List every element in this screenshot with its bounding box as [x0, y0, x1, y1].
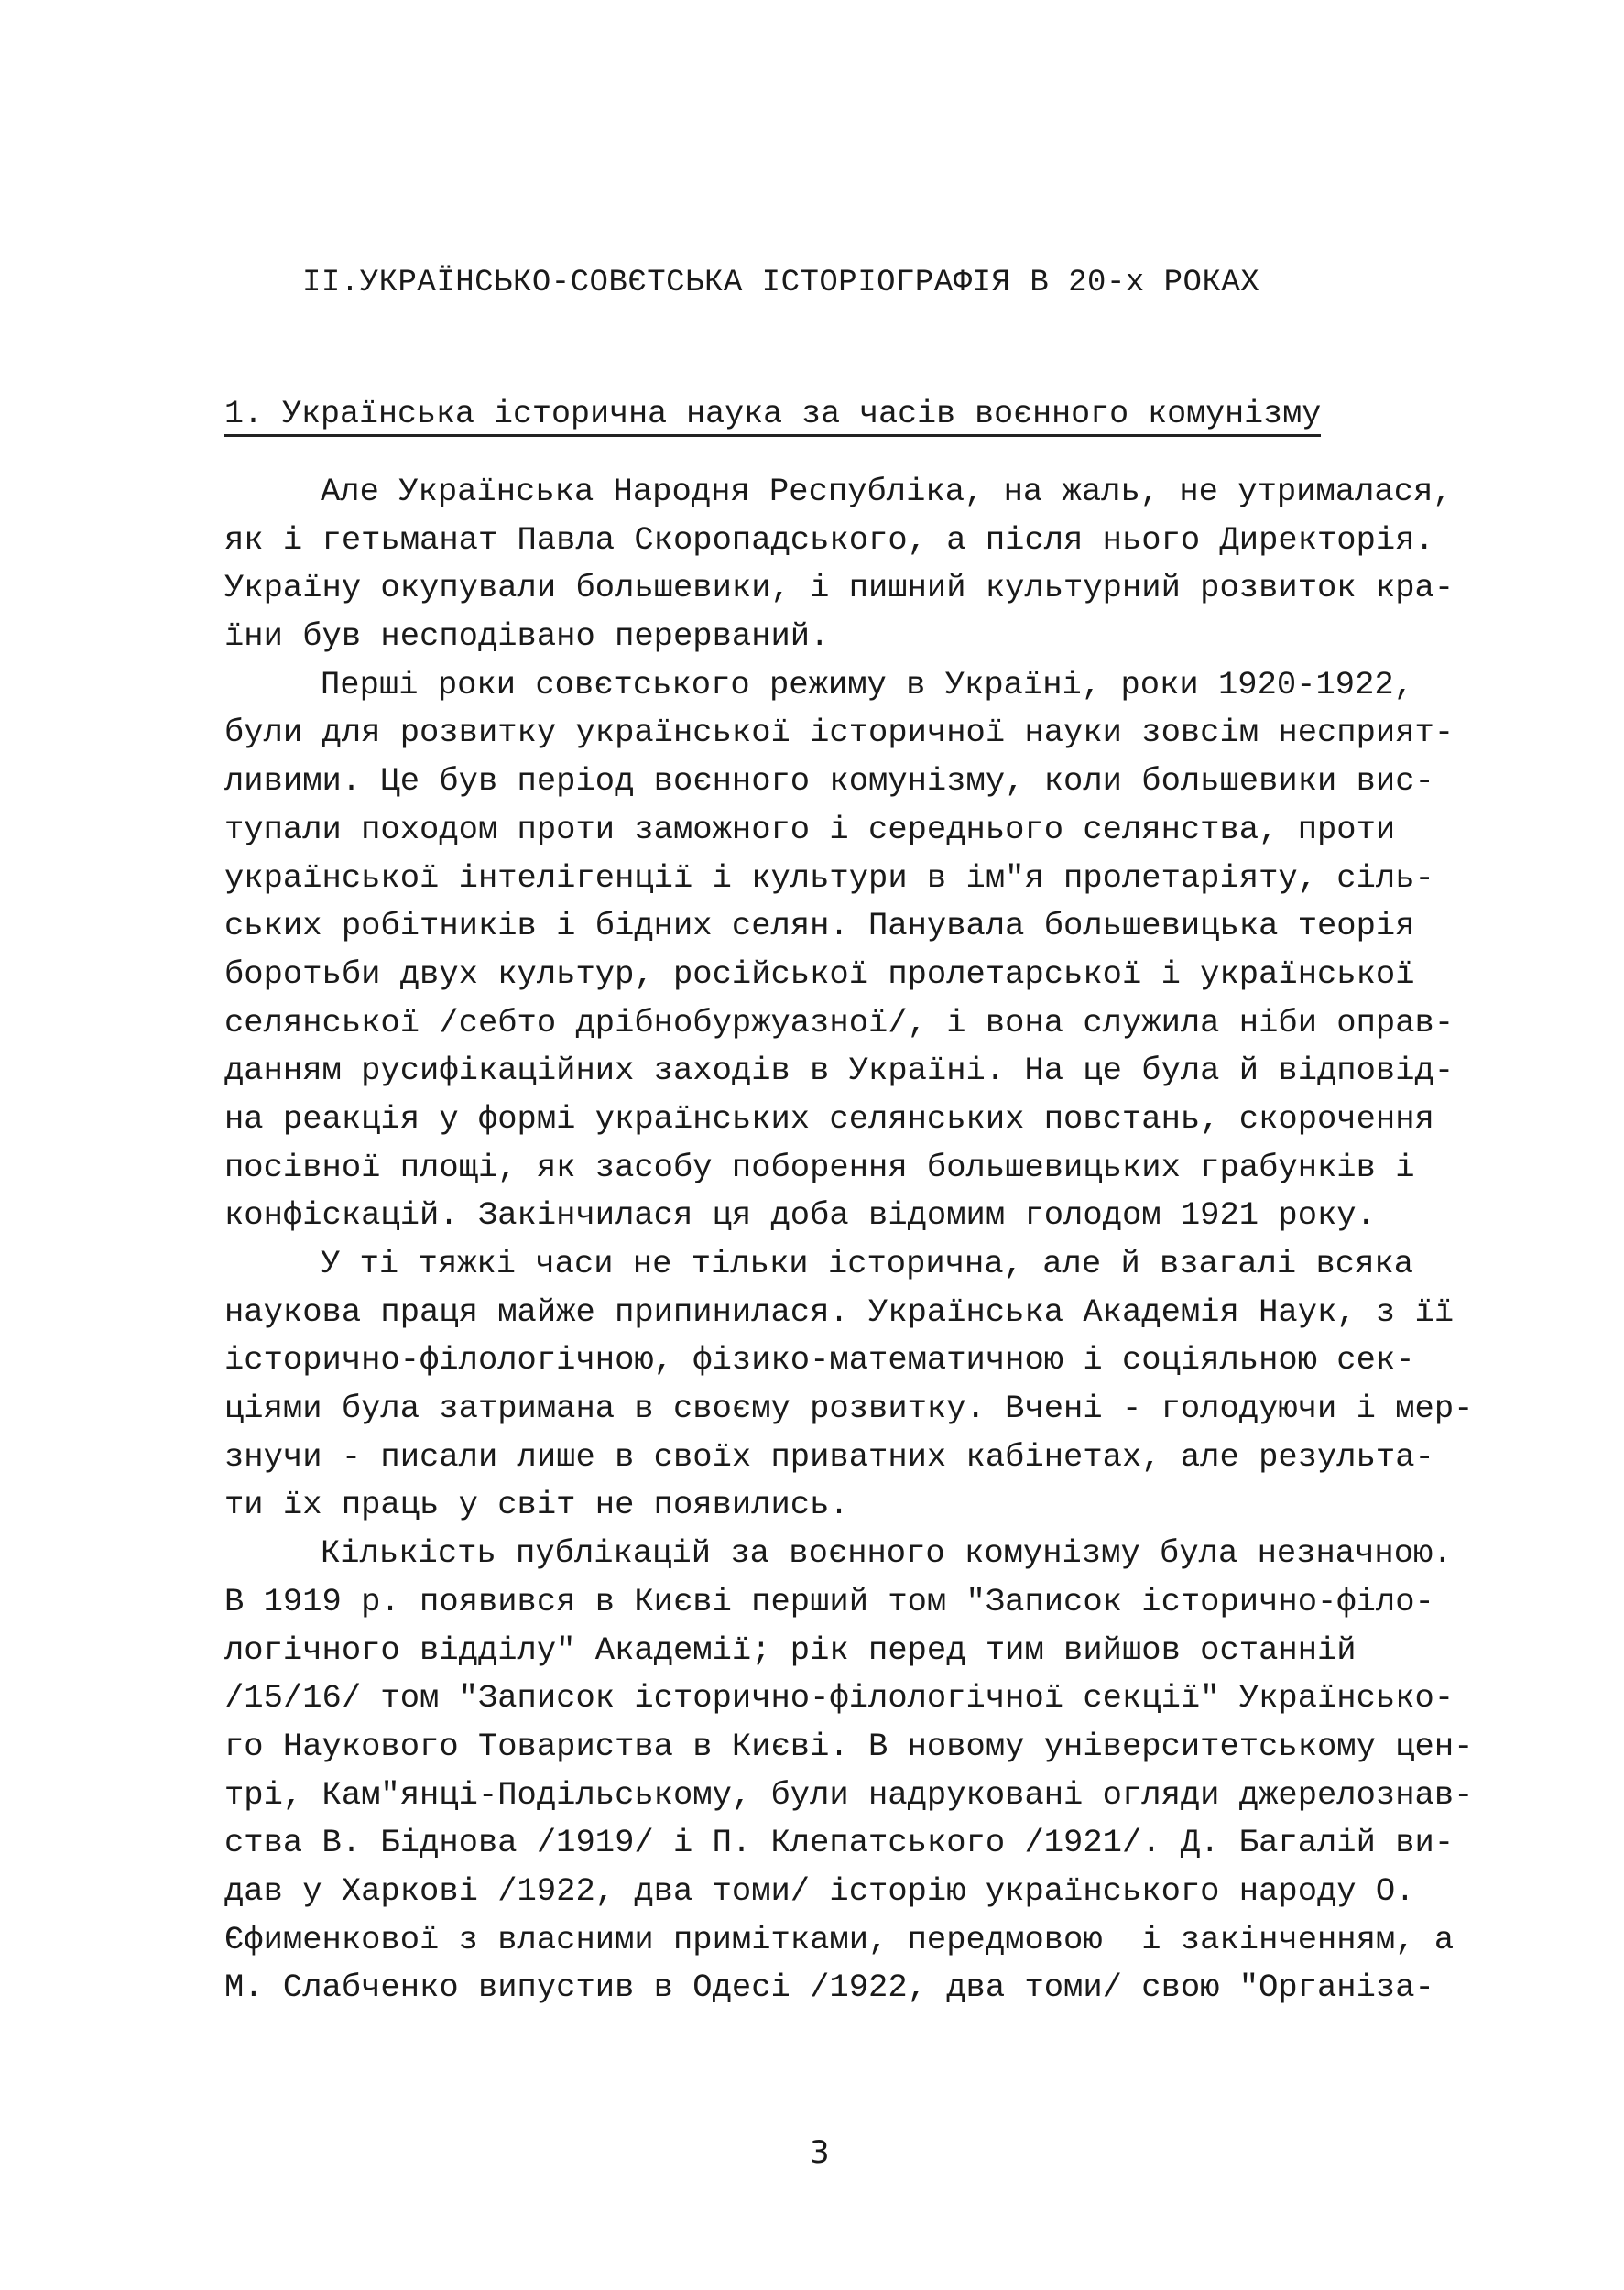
paragraph-3-line: ціями була затримана в своєму розвитку. Вчені - голодуючи і мер- — [224, 1390, 1474, 1428]
paragraph-2-line: посівної площі, як засобу поборення большевицьких грабунків і — [224, 1148, 1415, 1186]
paragraph-2-line: тупали походом проти заможного і середнього селянства, проти — [224, 810, 1396, 848]
paragraph-1-line: їни був несподівано перерваний. — [224, 617, 830, 656]
paragraph-2-line: данням русифікаційних заходів в Україні. На це була й відповід- — [224, 1052, 1455, 1090]
paragraph-2-line: Перші роки совєтського режиму в Україні, роки 1920-1922, — [321, 665, 1413, 703]
paragraph-4-line: М. Слабченко випустив в Одесі /1922, два томи/ свою "Організа- — [224, 1968, 1434, 2007]
paragraph-4-line: го Наукового Товариства в Києві. В новому університетському цен- — [224, 1727, 1474, 1765]
chapter-title: II.УКРАЇНСЬКО-СОВЄТСЬКА ІСТОРІОГРАФІЯ В 20-х РОКАХ — [302, 266, 1260, 300]
paragraph-4-line: Кількість публікацій за воєнного комунізму була незначною. — [321, 1534, 1453, 1573]
paragraph-2-line: української інтелігенції і культури в ім"я пролетаріяту, сіль- — [224, 858, 1434, 897]
paragraph-3-line: У ті тяжкі часи не тільки історична, але й взагалі всяка — [321, 1245, 1413, 1282]
section-title: 1. Українська історична наука за часів воєнного комунізму — [224, 396, 1321, 437]
paragraph-4-line: /15/16/ том "Записок історично-філологічної секції" Українсько- — [224, 1679, 1455, 1718]
paragraph-1-line: Україну окупували большевики, і пишний культурний розвиток кра- — [224, 569, 1455, 607]
paragraph-1-line: як і гетьманат Павла Скоропадського, а після нього Директорія. — [224, 520, 1434, 559]
paragraph-2-line: селянської /себто дрібнобуржуазної/, і вона служила ніби оправ- — [224, 1003, 1455, 1041]
paragraph-3-line: наукова праця майже припинилася. Українська Академія Наук, з її — [224, 1292, 1455, 1331]
paragraph-4-line: В 1919 р. появився в Києві перший том "Записок історично-філо- — [224, 1582, 1434, 1620]
paragraph-2-line: конфіскацій. Закінчилася ця доба відомим голодом 1921 року. — [224, 1196, 1376, 1235]
paragraph-2-line: ських робітників і бідних селян. Панувала большевицька теорія — [224, 907, 1415, 945]
paragraph-4-line: Єфименкової з власними примітками, передмовою і закінченням, а — [224, 1920, 1455, 1958]
paragraph-4-line: логічного відділу" Академії; рік перед тим вийшов останній — [224, 1630, 1357, 1669]
paragraph-3-line: історично-філологічною, фізико-математичною і соціяльною сек- — [224, 1341, 1415, 1379]
paragraph-3-line: ти їх праць у світ не появились. — [224, 1486, 849, 1524]
body-text — [224, 468, 1474, 2012]
paragraph-2-line: на реакція у формі українських селянських повстань, скорочення — [224, 1099, 1434, 1138]
paragraph-3-line: знучи - писали лише в своїх приватних кабінетах, але результа- — [224, 1437, 1434, 1476]
paragraph-4-line: ства В. Біднова /1919/ і П. Клепатського /1921/. Д. Багалій ви- — [224, 1824, 1455, 1862]
paragraph-1-line: Але Українська Народня Республіка, на жаль, не утрималася, — [321, 473, 1453, 510]
paragraph-2-line: боротьби двух культур, російської пролетарської і української — [224, 954, 1415, 993]
paragraph-2-line: були для розвитку української історичної науки зовсім несприят- — [224, 714, 1455, 752]
page-number: 3 — [810, 2134, 830, 2171]
paragraph-4-line: трі, Кам"янці-Подільському, були надруковані огляди джерелознав- — [224, 1775, 1474, 1814]
paragraph-2-line: ливими. Це був період воєнного комунізму, коли большевики вис- — [224, 762, 1434, 801]
paragraph-4-line: дав у Харкові /1922, два томи/ історію українського народу О. — [224, 1871, 1415, 1910]
